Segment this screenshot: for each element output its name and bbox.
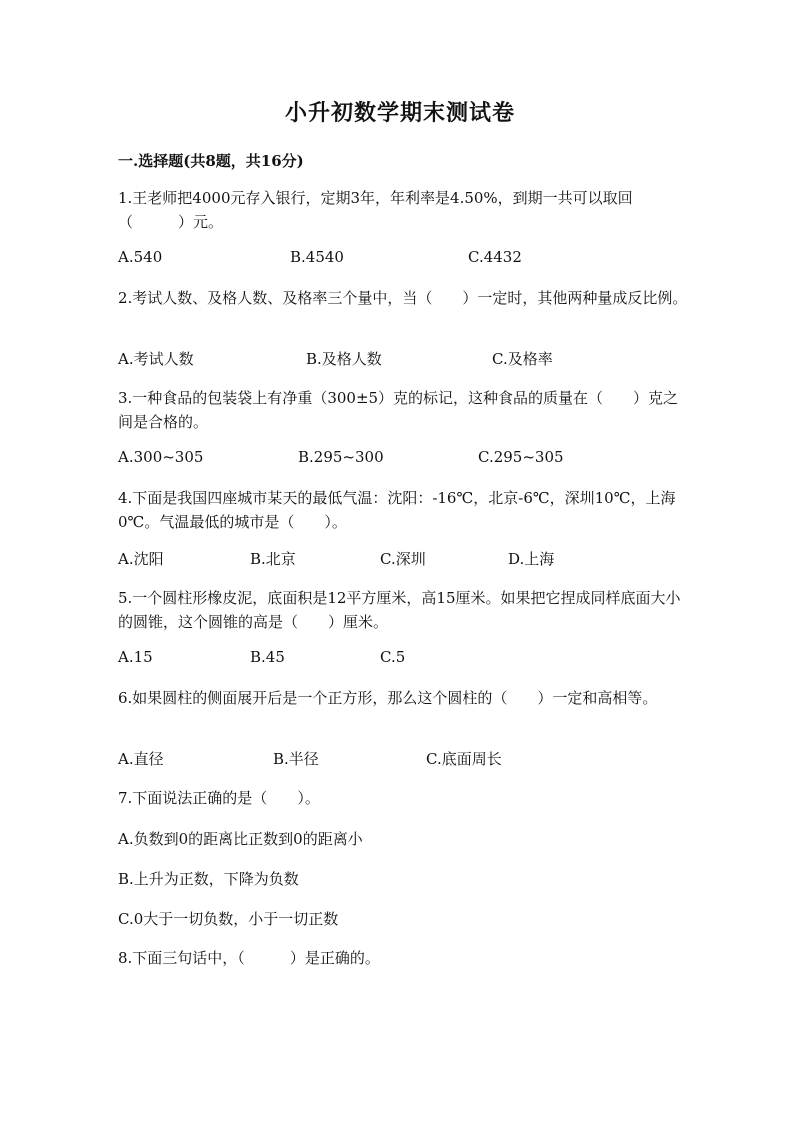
question-4-options	[118, 548, 698, 572]
option-a[interactable]: A.15	[118, 648, 153, 666]
question-6: 6.如果圆柱的侧面展开后是一个正方形，那么这个圆柱的（ ）一定和高相等。	[118, 689, 658, 707]
option-b[interactable]: B.北京	[250, 550, 296, 568]
question-4: 4.下面是我国四座城市某天的最低气温：沈阳：-16℃，北京-6℃，深圳10℃，上海0℃。气温最低的城市是（ ）。	[118, 489, 676, 531]
option-b[interactable]: B.4540	[290, 248, 344, 266]
option-a[interactable]: A.300~305	[118, 448, 204, 466]
question-7-option-c-row	[118, 908, 698, 932]
option-a[interactable]: A.沈阳	[118, 550, 164, 568]
question-3: 3.一种食品的包装袋上有净重（300±5）克的标记，这种食品的质量在（ ）克之间是合格的。	[118, 389, 679, 431]
option-b[interactable]: B.45	[250, 648, 285, 666]
option-c[interactable]: C.底面周长	[426, 750, 502, 768]
question-1-options	[118, 248, 698, 272]
option-d[interactable]: D.上海	[508, 550, 555, 568]
option-b[interactable]: B.半径	[273, 750, 319, 768]
question-5-options	[118, 648, 698, 672]
question-1: 1.王老师把4000元存入银行，定期3年，年利率是4.50%，到期一共可以取回（ ）元。	[118, 189, 633, 231]
option-c[interactable]: C.及格率	[492, 350, 553, 368]
question-7-option-b-row	[118, 868, 698, 892]
option-c[interactable]: C.5	[380, 648, 406, 666]
option-c[interactable]: C.4432	[468, 248, 522, 266]
option-c[interactable]: C.深圳	[380, 550, 426, 568]
option-a[interactable]: A.负数到0的距离比正数到0的距离小	[118, 830, 363, 848]
option-a[interactable]: A.540	[118, 248, 163, 266]
question-5: 5.一个圆柱形橡皮泥，底面积是12平方厘米，高15厘米。如果把它捏成同样底面大小的圆锥，这个圆锥的高是（ ）厘米。	[118, 589, 681, 631]
option-a[interactable]: A.考试人数	[118, 350, 194, 368]
question-2-options	[118, 348, 698, 372]
option-b[interactable]: B.上升为正数，下降为负数	[118, 870, 299, 888]
section-heading: 一.选择题(共8题，共16分)	[118, 152, 304, 170]
option-b[interactable]: B.及格人数	[306, 350, 382, 368]
question-6-options	[118, 748, 698, 772]
question-7-option-a-row	[118, 828, 698, 852]
option-a[interactable]: A.直径	[118, 750, 164, 768]
page-title: 小升初数学期末测试卷	[284, 100, 515, 126]
option-c[interactable]: C.295~305	[478, 448, 564, 466]
question-3-options	[118, 448, 698, 472]
option-b[interactable]: B.295~300	[298, 448, 384, 466]
question-2: 2.考试人数、及格人数、及格率三个量中，当（ ）一定时，其他两种量成反比例。	[118, 289, 688, 307]
question-8: 8.下面三句话中，（ ）是正确的。	[118, 949, 380, 967]
option-c[interactable]: C.0大于一切负数，小于一切正数	[118, 910, 339, 928]
question-7: 7.下面说法正确的是（ ）。	[118, 789, 320, 807]
